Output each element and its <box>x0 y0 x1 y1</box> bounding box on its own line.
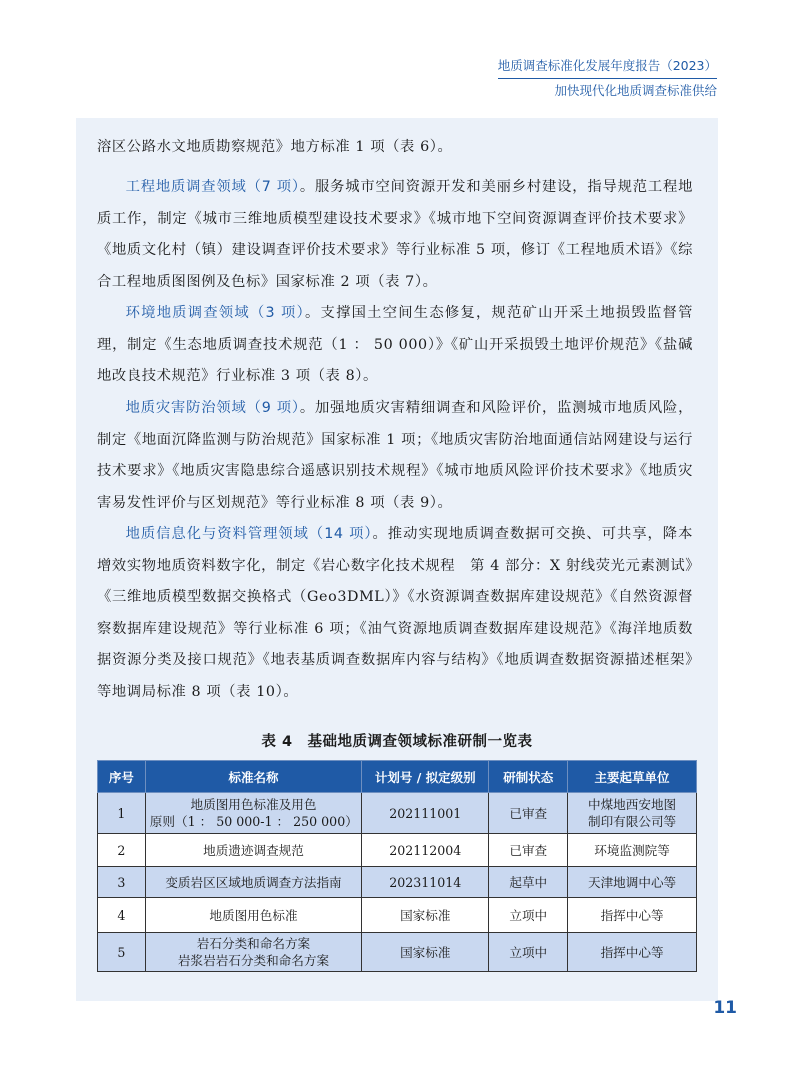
header-name: 标准名称 <box>145 761 361 793</box>
standards-table <box>97 760 697 972</box>
paragraph-text: 溶区公路水文地质勘察规范》地方标准 1 项（表 6）。 <box>97 139 453 155</box>
paragraph-text: 。支撑国土空间生态修复，规范矿山开采土地损毁监督管理，制定《生态地质调查技术规范（1 ： 50 000）》《矿山开采损毁土地评价规范》《盐碱地改良技术规范》行业标准 3 项（表 8）。 <box>97 305 694 384</box>
cell-plan: 国家标准 <box>362 898 489 933</box>
cell-name <box>145 793 361 834</box>
cell-name-line: 地质图用色标准及用色 <box>190 797 317 812</box>
paragraph-text: 。服务城市空间资源开发和美丽乡村建设，指导规范工程地质工作，制定《城市三维地质模型建设技术要求》《城市地下空间资源调查评价技术要求》《地质文化村（镇）建设调查评价技术要求》等行业标准 5 项，修订《工程地质术语》《综合工程地质图图例及色标》国家标准 2 项（表 7）。 <box>97 179 693 290</box>
cell-unit: 天津地调中心等 <box>568 867 697 898</box>
cell-unit-line: 制印有限公司等 <box>587 814 677 829</box>
report-title: 地质调查标准化发展年度报告（2023） <box>498 56 717 79</box>
table-row <box>98 834 697 867</box>
cell-status: 起草中 <box>489 867 568 898</box>
cell-name-line: 原则（1 ： 50 000-1 ： 250 000） <box>149 814 358 829</box>
cell-status: 立项中 <box>489 898 568 933</box>
cell-name-line: 岩浆岩岩石分类和命名方案 <box>177 953 330 968</box>
table-row <box>98 793 697 834</box>
paragraph-environmental-geology <box>97 298 693 393</box>
cell-seq: 1 <box>98 793 146 834</box>
cell-unit <box>568 793 697 834</box>
cell-seq: 2 <box>98 834 146 867</box>
cell-status: 已审查 <box>489 834 568 867</box>
table-row <box>98 898 697 933</box>
cell-unit: 指挥中心等 <box>568 933 697 972</box>
cell-name <box>145 933 361 972</box>
cell-status: 已审查 <box>489 793 568 834</box>
header-status: 研制状态 <box>489 761 568 793</box>
cell-unit: 指挥中心等 <box>568 898 697 933</box>
paragraph-informatization <box>97 519 693 708</box>
cell-name: 变质岩区区域地质调查方法指南 <box>145 867 361 898</box>
paragraph-heading: 地质灾害防治领域（9 项） <box>125 400 300 416</box>
paragraph-heading: 环境地质调查领域（3 项） <box>125 305 305 321</box>
table-header-row <box>98 761 697 793</box>
paragraph-geohazard <box>97 393 693 519</box>
table-caption: 表 4 基础地质调查领域标准研制一览表 <box>261 734 533 750</box>
cell-plan: 国家标准 <box>362 933 489 972</box>
section-title: 加快现代化地质调查标准供给 <box>554 83 717 98</box>
cell-plan: 202311014 <box>362 867 489 898</box>
paragraph-continuation <box>97 132 693 164</box>
paragraph-text: 。加强地质灾害精细调查和风险评价，监测城市地质风险，制定《地面沉降监测与防治规范》国家标准 1 项；《地质灾害防治地面通信站网建设与运行技术要求》《地质灾害隐患综合遥感识别技术规程》《城市地质风险评价技术要求》《地质灾害易发性评价与区划规范》等行业标准 8 项（表 9）。 <box>97 400 693 511</box>
cell-name: 地质遗迹调查规范 <box>145 834 361 867</box>
paragraph-heading: 地质信息化与资料管理领域（14 项） <box>125 526 373 542</box>
cell-seq: 4 <box>98 898 146 933</box>
paragraph-engineering-geology <box>97 172 693 298</box>
cell-unit: 环境监测院等 <box>568 834 697 867</box>
cell-seq: 3 <box>98 867 146 898</box>
table-row <box>98 867 697 898</box>
table-row <box>98 933 697 972</box>
header-unit: 主要起草单位 <box>568 761 697 793</box>
cell-plan: 202112004 <box>362 834 489 867</box>
paragraph-heading: 工程地质调查领域（7 项） <box>125 179 300 195</box>
header-seq: 序号 <box>98 761 146 793</box>
cell-name-line: 岩石分类和命名方案 <box>196 936 311 951</box>
running-header <box>498 56 717 100</box>
cell-status: 立项中 <box>489 933 568 972</box>
cell-unit-line: 中煤地西安地图 <box>587 797 677 812</box>
cell-name: 地质图用色标准 <box>145 898 361 933</box>
page-number: 11 <box>713 998 737 1018</box>
cell-plan: 202111001 <box>362 793 489 834</box>
header-plan: 计划号 / 拟定级别 <box>362 761 489 793</box>
cell-seq: 5 <box>98 933 146 972</box>
paragraph-text: 。推动实现地质调查数据可交换、可共享，降本增效实物地质资料数字化，制定《岩心数字化技术规程 第 4 部分：X 射线荧光元素测试》《三维地质模型数据交换格式（Geo3DML）》《水资源调查数据库建设规范》《自然资源督察数据库建设规范》等行业标准 6 项；《油气资源地质调查数据库建设规范》《海洋地质数据资源分类及接口规范》《地表基质调查数据库内容与结构》《地质调查数据资源描述框架》等地调局标准 8 项（表 10）。 <box>97 526 693 700</box>
